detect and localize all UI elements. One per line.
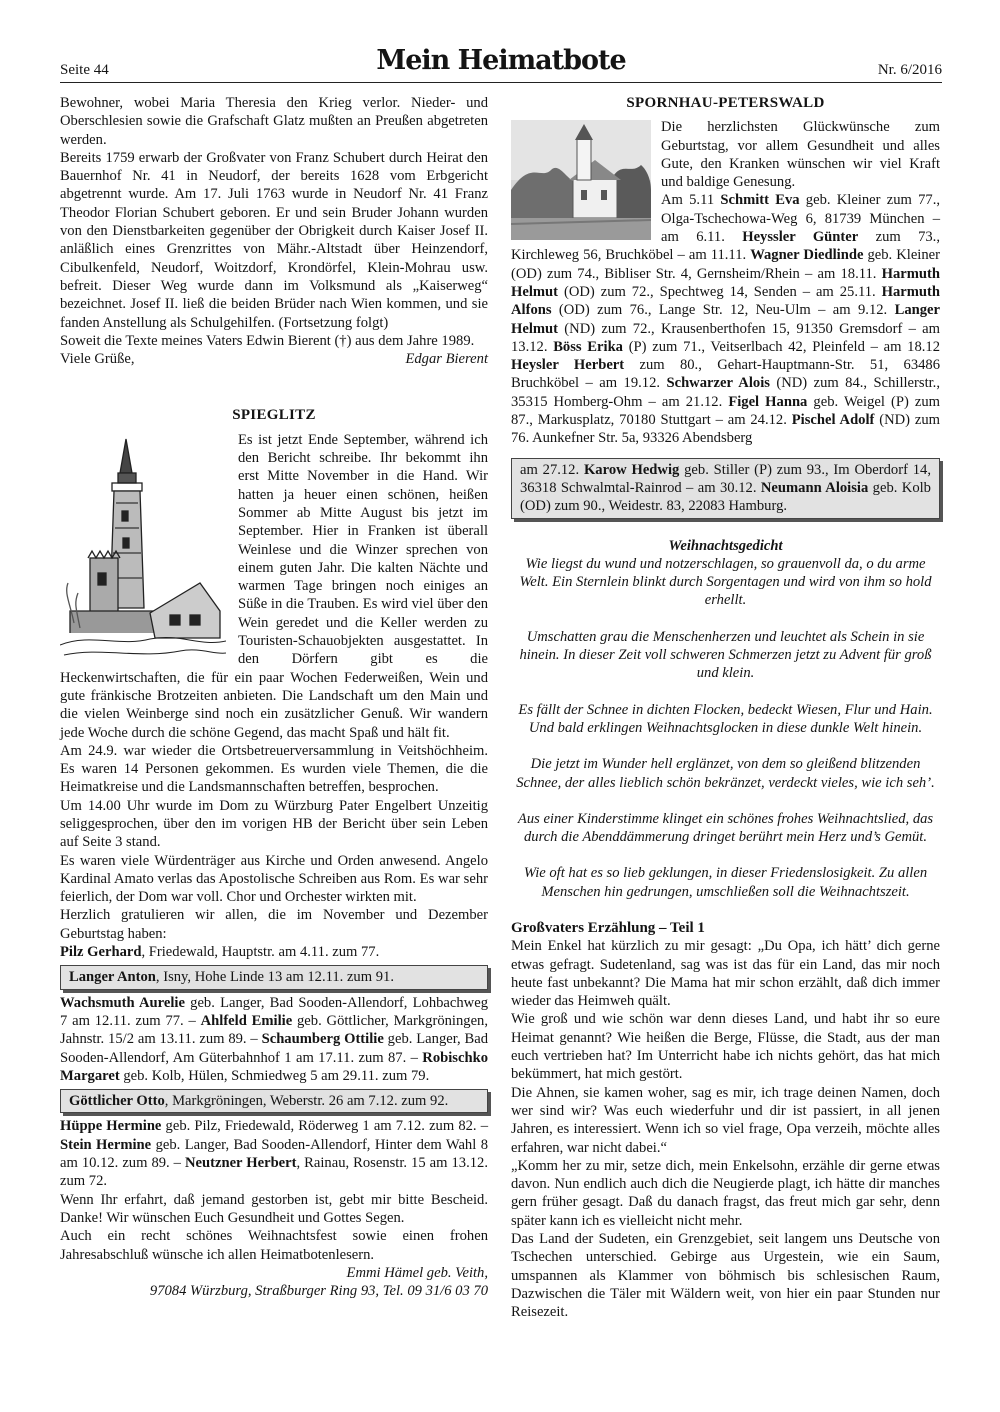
spieglitz-paragraph-5: Herzlich gratulieren wir allen, die im November und Dezember Geburtstag haben: xyxy=(60,907,488,942)
grossvater-paragraph-5: Das Land der Sudeten, ein Grenzgebiet, seit langem uns Deutsche von Tschechen unterschied. Gebirge aus Urgestein, wie ein Saum, umspannen als Klammer von böhmisch bis schlesischen Raum, Dazwischen die Täler mit Wäldern weit, von hier ein paar Stunden nur Reisezeit. xyxy=(511,1231,940,1321)
source-paragraph: Soweit die Texte meines Vaters Edwin Bierent (†) aus dem Jahre 1989. xyxy=(60,332,475,349)
birthday-box-karow: am 27.12. Karow Hedwig geb. Stiller (P) zum 93., Im Oberdorf 14, 36318 Schwalmtal-Rainrod – am 30.12. Neumann Aloisia geb. Kolb (OD) zum 90., Weidestr. 83, 22083 Hamburg. xyxy=(511,458,940,519)
spieglitz-heading: SPIEGLITZ xyxy=(232,407,316,424)
poem-stanza: Wie oft hat es so lieb geklungen, in dieser Friedenslosigkeit. Zu allen Menschen hin gedrungen, umschließen soll die Weihnachtszeit. xyxy=(523,865,928,900)
birthday-list-december: Hüppe Hermine geb. Pilz, Friedewald, Röderweg 1 am 7.12. zum 82. – Stein Hermine geb. Langer, Bad Sooden-Allendorf, Hinter dem Wahl 8 am 10.12. zum 89. – Neutzner Herbert, Rainau, Rosenstr. 15 am 13.12. zum 72. xyxy=(60,1118,488,1190)
closing-paragraph-1: Wenn Ihr erfahrt, daß jemand gestorben ist, gebt mir bitte Bescheid. Danke! Wir wünschen Euch Gesundheit und Gottes Segen. xyxy=(60,1191,488,1226)
grossvater-paragraph-1: Mein Enkel hat kürzlich zu mir gesagt: „Du Opa, ich hätt’ dich gerne etwas gefragt. Sudetenland, sag was ist das für ein Land, das mir noch heute fast unbekannt? Die Mama hat mir schon erzählt, daß dich immer wieder das Heimweh quält. xyxy=(511,938,940,1010)
schubert-paragraph: Bereits 1759 erwarb der Großvater von Franz Schubert durch Heirat den Bauernhof Nr. 41 in Neudorf, der bereits 1628 vom Erbgericht abgetrennt wurde. Am 17. Juli 1763 wurde in Neudorf Nr. 41 Franz Theodor Florian Schubert geboren. Er und sein Bruder Johann wurden von den Dienstbarkeiten gegenüber der Obrigkeit durch Kaiser Josef II. anläßlich eines Grenzrittes von Mähr.-Altstadt über Heinzendorf, Cibulkenfeld, Neudorf, Woitzdorf, Krondörfel, Klein-Mohrau usw. befreit. Dieser Weg wurde dann im Volksmund als „Kaiserweg“ bezeichnet. Josef II. ließ die beiden Brüder nach Wien kommen, und sie fanden Anstellung als Schulgehilfen. (Fortsetzung folgt) xyxy=(60,149,488,331)
chapel-photo xyxy=(511,120,651,240)
poem-title: Weihnachtsgedicht xyxy=(668,537,783,554)
right-column xyxy=(511,94,940,1322)
spornhau-heading: SPORNHAU-PETERSWALD xyxy=(626,95,825,111)
birthday-pilz: Pilz Gerhard, Friedewald, Hauptstr. am 4.11. zum 77. xyxy=(60,944,380,961)
grossvater-paragraph-4: „Komm her zu mir, setze dich, mein Enkelsohn, erzähle dir gerne etwas davon. Nun endlich auch dich die Neugierde plagt, ich hätte dir manches gern früher gesagt. Daß du danach fragst, das freut mich gar sehr, denn später kann ich es vielleicht nicht mehr. xyxy=(511,1157,940,1229)
left-column xyxy=(60,94,488,1300)
closing-address: 97084 Würzburg, Straßburger Ring 93, Tel. 09 31/6 03 70 xyxy=(149,1283,488,1300)
poem-stanza: Umschatten grau die Menschenherzen und leuchtet als Schein in sie hinein. In dieser Zeit voll schweren Schmerzen jetzt zu Advent für groß und klein. xyxy=(519,628,932,682)
spieglitz-paragraph-1: Es ist jetzt Ende September, während ich den Bericht schreibe. Ihr bekommt ihn erst Mitte November in die Hand. Wir hatten ja heuer einen schönen, heißen Sommer ab Mitte August bis jetzt im September. Hier in Franken ist überall Weinlese und die Winzer sprechen von einem guten Jahr. Die kalten Nächte und warmen Tage bringen noch einiges an Süße in die Trauben. Es wird viel über den Wein geredet und die Keller werden zu Touristen-Schauobjekten ausgestattet. In den Dörfern gibt es die Heckenwirtschaften, die für ein paar Wochen Federweißen, Wein und gute fränkische Brotzeiten anbieten. Die Landschaft um den Main und die vielen Weinberge sind noch ein zusätzlicher Genuß. Wir wandern jede Woche durch die schöne Gegend, das macht Spaß und hält fit. xyxy=(60,431,488,741)
page-header xyxy=(60,44,942,82)
poem-stanza: Aus einer Kinderstimme klinget ein schönes frohes Weihnachtslied, das durch die Abenddämmerung dringet berührt mein Herz und’s Gemüt. xyxy=(517,810,934,846)
masthead-title: Mein Heimatbote xyxy=(376,45,626,76)
christmas-poem xyxy=(511,537,940,901)
author-signature: Edgar Bierent xyxy=(405,351,488,368)
poem-stanza: Es fällt der Schnee in dichten Flocken, bedeckt Wiesen, Flur und Hain. Und bald erklingen Weihnachtsglocken in diese dunkle Welt hinein. xyxy=(518,701,933,736)
spornhau-article xyxy=(511,118,940,447)
intro-paragraph: Bewohner, wobei Maria Theresia den Krieg verlor. Nieder- und Oberschlesien sowie die Grafschaft Glatz mußten an Preußen abgetreten werden. xyxy=(60,95,488,148)
closing-paragraph-2: Auch ein recht schönes Weihnachtsfest sowie einen frohen Jahresabschluß wünsche ich allen Heimatbotenlesern. xyxy=(60,1228,488,1263)
spornhau-birthday-list: Am 5.11 Schmitt Eva geb. Kleiner zum 77., Olga-Tschechowa-Weg 6, 81739 München – am 6.11. Heyssler Günter zum 73., Kirchleweg 56, Bruchköbel – am 11.11. Wagner Diedlinde geb. Kleiner (OD) zum 74., Bibliser Str. 4, Gernsheim/Rhein – am 18.11. Harmuth Helmut (OD) zum 72., Spechtweg 14, Senden – am 25.11. Harmuth Alfons (OD) zum 76., Lange Str. 12, Neu-Ulm – am 9.12. Langer Helmut (ND) zum 72., Krausenberthofen 15, 91350 Gremsdorf – am 13.12. Böss Erika (P) zum 71., Veitserlbach 42, Pleinfeld – am 18.12 Heysler Herbert zum 80., Gehart-Hauptmann-Str. 51, 63486 Bruchköbel – am 19.12. Schwarzer Alois (ND) zum 84., Schillerstr., 35315 Homberg-Ohm – am 21.12. Figel Hanna geb. Weigel (P) zum 87., Markusplatz, 70180 Stuttgart – am 24.12. Pischel Adolf (ND) zum 76. Aunkefner Str. 5a, 93326 Abendsberg xyxy=(511,192,941,447)
spieglitz-paragraph-3: Um 14.00 Uhr wurde im Dom zu Würzburg Pater Engelbert Unzeitig seliggesprochen, über den im vorigen HB der Bericht über sein Leben auf Seite 3 stand. xyxy=(60,797,488,851)
greeting-line xyxy=(60,350,488,368)
greeting: Viele Grüße, xyxy=(60,351,135,368)
poem-stanza: Die jetzt im Wunder hell erglänzet, von dem so gleißend blitzenden Schnee, der alles lieblich schön bekränzet, verdeckt vieles, wie ich seh’. xyxy=(516,756,935,791)
grossvater-paragraph-3: Die Ahnen, sie kamen woher, sag es mir, ich trage deinen Namen, doch wer sind wir? Was euch wiederfuhr und dir ist passiert, in all jenen Jahren, es interessiert. Wenn ich so viel frage, Opa verzeih, möchte alles erfahren, war nicht dabei.“ xyxy=(511,1084,940,1156)
grossvater-heading: Großvaters Erzählung – Teil 1 xyxy=(511,919,705,936)
spieglitz-paragraph-2: Am 24.9. war wieder die Ortsbetreuerversammlung in Veitshöchheim. Es waren 14 Personen gekommen. Es wurden viele Themen, die die Heimatkreise und die Landsmannschaften betreffen, besprochen. xyxy=(60,742,488,796)
spieglitz-article xyxy=(60,431,488,962)
grossvater-paragraph-2: Wie groß und wie schön war denn dieses Land, und habt ihr so eure Heimat genannt? Wie heißen die Berge, Flüsse, die Stadt, aus der man euch vertrieben hat? Im Unterricht habe ich nichts gehört, das hat mich bekümmert, hat mich gestört. xyxy=(511,1011,940,1083)
issue-number: Nr. 6/2016 xyxy=(877,62,942,78)
spornhau-intro: Die herzlichsten Glückwünsche zum Geburtstag, vor allem Gesundheit und alles Gute, den Kranken wünschen wir viel Kraft und baldige Genesung. xyxy=(661,119,940,191)
closing-signature: Emmi Hämel geb. Veith, xyxy=(346,1264,488,1281)
birthday-list-november: Wachsmuth Aurelie geb. Langer, Bad Sooden-Allendorf, Lohbachweg 7 am 12.11. zum 77. – Ahlfeld Emilie geb. Göttlicher, Markgröningen, Jahnstr. 15/2 am 13.11. zum 89. – Schaumberg Ottilie geb. Langer, Bad Sooden-Allendorf, Am Güterbahnhof 1 am 17.11. zum 87. – Robischko Margaret geb. Kolb, Hülen, Schmiedweg 5 am 29.11. zum 79. xyxy=(60,994,489,1084)
page-number: Seite 44 xyxy=(60,62,109,78)
birthday-box-langer: Langer Anton, Isny, Hohe Linde 13 am 12.11. zum 91. xyxy=(60,965,488,989)
tower-illustration xyxy=(60,433,226,663)
poem-stanza: Wie liegst du wund und notzerschlagen, so grauenvoll da, o du arme Welt. Ein Sternlein blinkt durch Sorgentagen und wird von ihm so hold erhellt. xyxy=(519,555,932,609)
header-rule xyxy=(60,82,942,83)
spieglitz-paragraph-4: Es waren viele Würdenträger aus Kirche und Orden anwesend. Angelo Kardinal Amato verlas das Apostolische Schreiben aus Rom. Es war sehr feierlich, der Dom war voll. Chor und Orchester wirkten mit. xyxy=(60,852,488,906)
birthday-box-goettlicher: Göttlicher Otto, Markgröningen, Weberstr. 26 am 7.12. zum 92. xyxy=(60,1089,488,1113)
